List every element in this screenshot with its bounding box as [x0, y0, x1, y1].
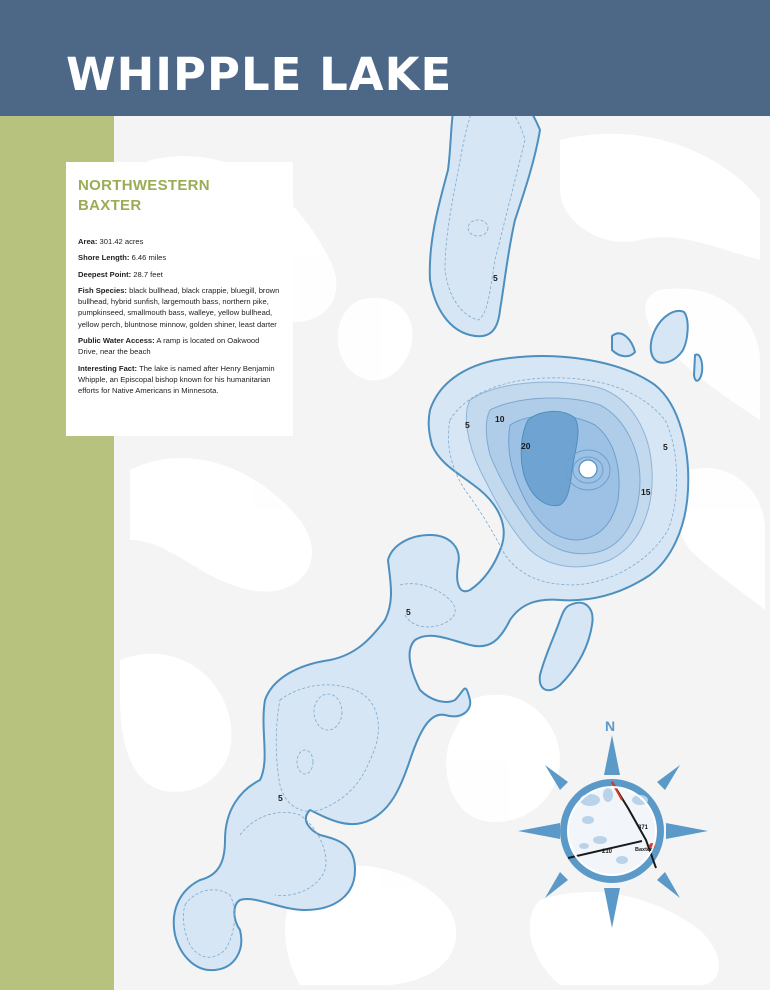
fact-area	[78, 236, 281, 247]
lake-info-panel	[66, 162, 293, 436]
fact-interesting-fact	[78, 363, 281, 397]
fact-label: Interesting Fact:	[78, 363, 138, 373]
fact-value: The lake is named after Henry Benjamin Whipple, an Episcopal bishop known for his humanitarian efforts for Native Americans in Minnesota.	[78, 363, 275, 396]
fact-value: 28.7 feet	[133, 269, 163, 279]
fact-label: Shore Length:	[78, 253, 130, 263]
fact-label: Fish Species:	[78, 285, 127, 295]
depth-label: 5	[406, 607, 411, 617]
location-subtitle-line2: BAXTER	[78, 197, 142, 214]
location-subtitle	[78, 176, 281, 216]
depth-label: 15	[641, 487, 651, 497]
depth-label: 5	[278, 793, 283, 803]
depth-label: 5	[663, 442, 668, 452]
compass-north-label: N	[605, 718, 616, 734]
location-subtitle-line1: NORTHWESTERN	[78, 177, 210, 194]
city-label-baxter: Baxter	[635, 847, 653, 853]
lake-east-inlet	[694, 354, 702, 380]
fact-shore-length	[78, 252, 281, 263]
road-label-210: 210	[602, 849, 613, 855]
depth-label: 5	[465, 420, 470, 430]
page-title: WHIPPLE LAKE	[66, 48, 453, 101]
fact-value: A ramp is located on Oakwood Drive, near the beach	[78, 336, 260, 357]
fact-public-water-access	[78, 335, 281, 358]
depth-label: 10	[495, 414, 505, 424]
fact-value: black bullhead, black crappie, bluegill, brown bullhead, hybrid sunfish, largemouth bass, northern pike, pumpkinseed, smallmouth bass, walleye, yellow bullhead, yellow perch, bluntnose minnow, golden shiner, least darter	[78, 285, 280, 329]
fact-deepest-point	[78, 269, 281, 280]
fact-fish-species	[78, 285, 281, 330]
depth-label: 20	[521, 441, 531, 451]
fact-value: 301.42 acres	[99, 237, 144, 246]
fact-value: 6.46 miles	[131, 253, 167, 263]
depth-label: 5	[493, 273, 498, 283]
fact-label: Deepest Point:	[78, 269, 132, 279]
fact-label: Area:	[78, 237, 98, 246]
road-label-371: 371	[638, 825, 649, 831]
fact-label: Public Water Access:	[78, 336, 155, 346]
